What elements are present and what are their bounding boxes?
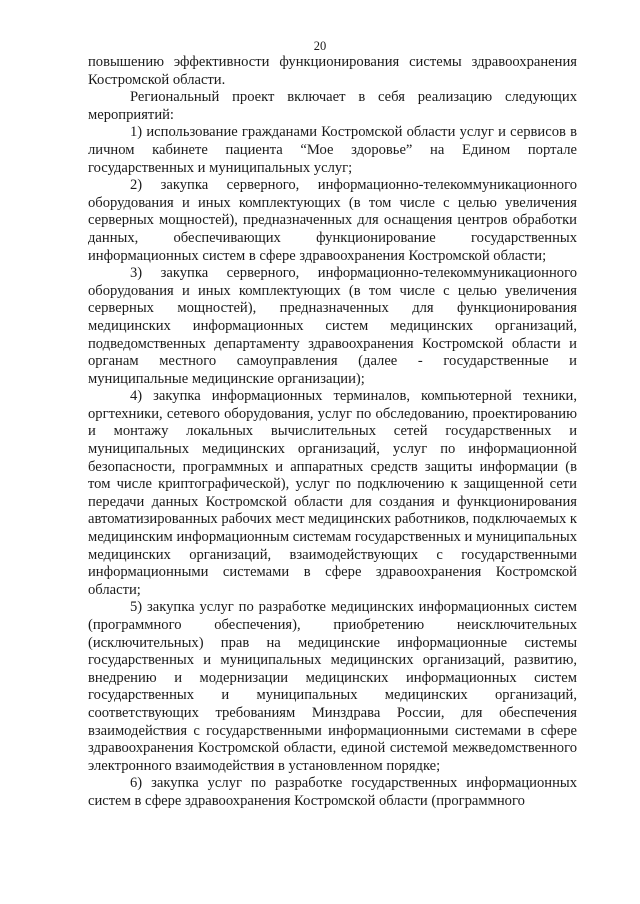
paragraph-intro: Региональный проект включает в себя реализацию следующих мероприятий:	[88, 89, 577, 123]
paragraph-item-6: 6) закупка услуг по разработке государственных информационных систем в сфере здравоохранения Костромской области (программного	[88, 775, 577, 809]
document-body	[88, 54, 577, 811]
page-number: 20	[313, 39, 327, 53]
paragraph-item-5: 5) закупка услуг по разработке медицинских информационных систем (программного обеспечения), приобретению неисключительных (исключительных) прав на медицинские информационные системы государственных и муниципальных медицинских организаций, развитию, внедрению и модернизации медицинских информационных систем государственных и муниципальных медицинских организаций, соответствующих требованиям Минздрава России, для обеспечения взаимодействия с государственными информационными системами в сфере здравоохранения Костромской области, единой системой межведомственного электронного взаимодействия в установленном порядке;	[88, 599, 577, 774]
paragraph-item-4: 4) закупка информационных терминалов, компьютерной техники, оргтехники, сетевого оборудования, услуг по обследованию, проектированию и монтажу локальных вычислительных сетей государственных и муниципальных медицинских организаций, услуг по информационной безопасности, программных и аппаратных средств защиты информации (в том числе криптографической), услуг по подключению к защищенной сети передачи данных Костромской области для создания и функционирования автоматизированных рабочих мест медицинских работников, подключаемых к медицинским информационным системам государственных и муниципальных медицинских организаций, взаимодействующих с государственными информационными системами в сфере здравоохранения Костромской области;	[88, 388, 577, 598]
paragraph-item-1: 1) использование гражданами Костромской области услуг и сервисов в личном кабинете пациента “Мое здоровье” на Едином портале государственных и муниципальных услуг;	[88, 124, 577, 176]
paragraph-continuation: повышению эффективности функционирования системы здравоохранения Костромской области.	[88, 54, 577, 88]
paragraph-item-3: 3) закупка серверного, информационно-телекоммуникационного оборудования и иных комплектующих (в том числе с целью увеличения серверных мощностей), предназначенных для функционирования медицинских информационных систем медицинских организаций, подведомственных департаменту здравоохранения Костромской области и органам местного самоуправления (далее - государственные и муниципальные медицинские организации);	[88, 265, 577, 387]
paragraph-item-2: 2) закупка серверного, информационно-телекоммуникационного оборудования и иных комплектующих (в том числе с целью увеличения серверных мощностей), предназначенных для оснащения центров обработки данных, обеспечивающих функционирование государственных информационных систем в сфере здравоохранения Костромской области;	[88, 177, 577, 264]
